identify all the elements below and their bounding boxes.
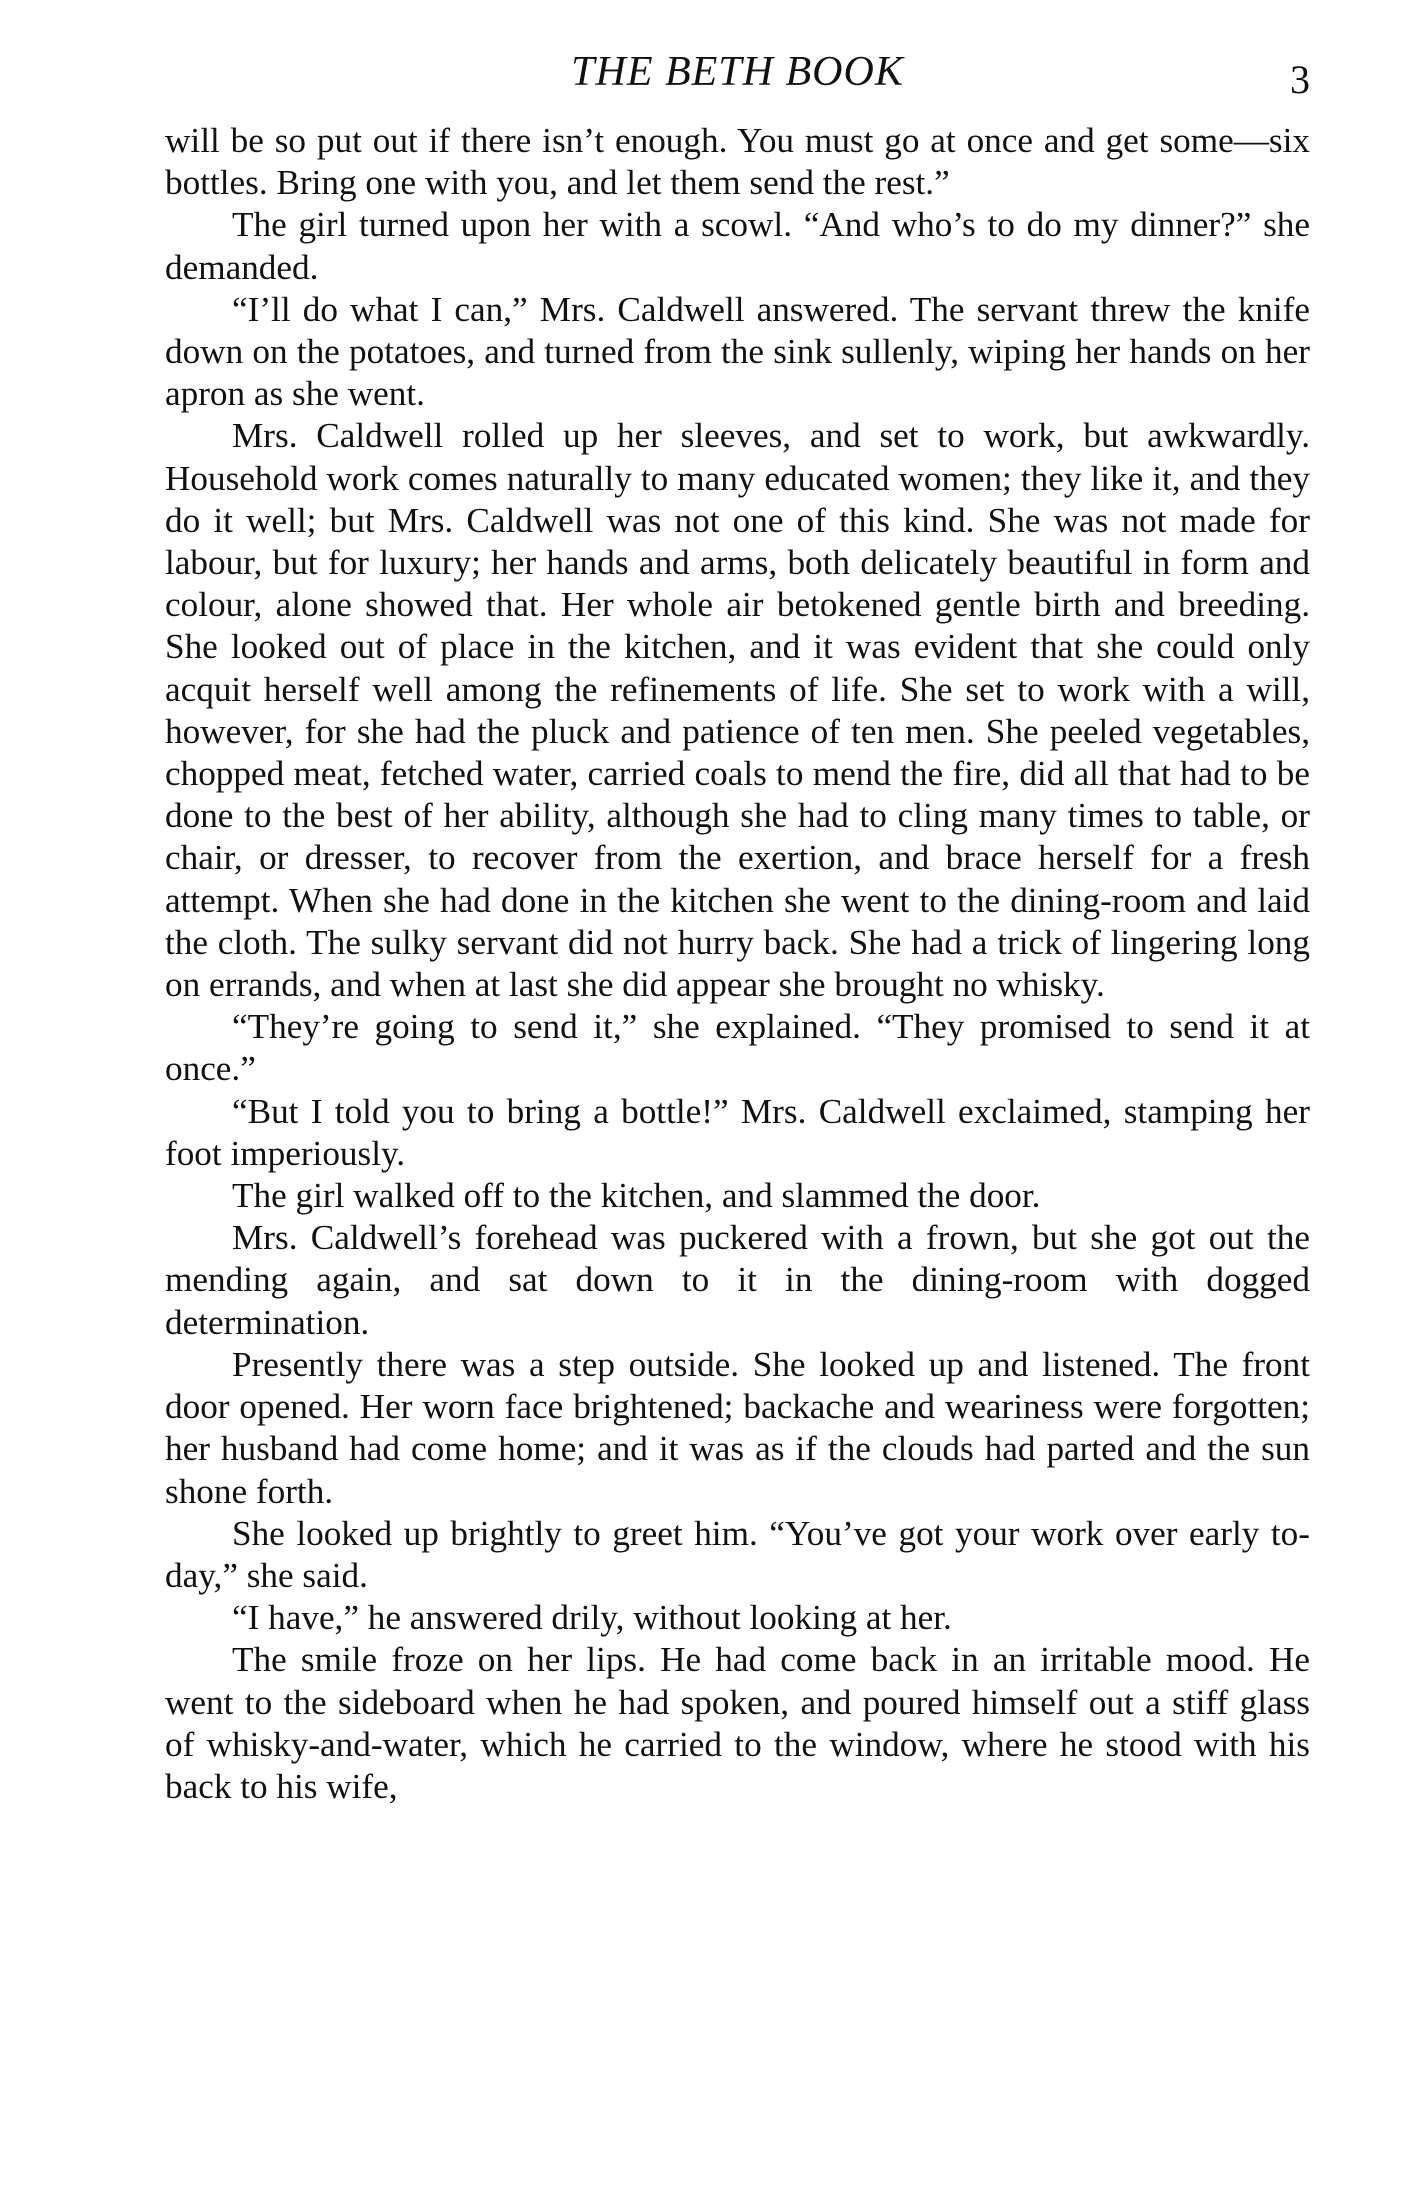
paragraph: “They’re going to send it,” she explained. “They promised to send it at once.”: [165, 1007, 1310, 1089]
running-title: THE BETH BOOK: [571, 49, 904, 95]
running-head: [165, 48, 1310, 108]
paragraph: Presently there was a step outside. She looked up and listened. The front door opened. Her worn face brightened; backache and weariness were forgotten; her husband had come home; and it was as if the clouds had parted and the sun shone forth.: [165, 1344, 1310, 1511]
page-number: 3: [1290, 57, 1310, 102]
paragraph: The girl walked off to the kitchen, and slammed the door.: [232, 1176, 1041, 1216]
paragraph: “I’ll do what I can,” Mrs. Caldwell answered. The servant threw the knife down on the potatoes, and turned from the sink sullenly, wiping her hands on her apron as she went.: [165, 289, 1310, 414]
paragraph: “I have,” he answered drily, without looking at her.: [232, 1598, 952, 1638]
body-text: [165, 120, 1310, 1808]
paragraph: The smile froze on her lips. He had come back in an irritable mood. He went to the sideboard when he had spoken, and poured himself out a stiff glass of whisky-and-water, which he carried to the window, where he stood with his back to his wife,: [165, 1640, 1310, 1806]
paragraph: Mrs. Caldwell rolled up her sleeves, and set to work, but awkwardly. Household work comes naturally to many educated women; they like it, and they do it well; but Mrs. Caldwell was not one of this kind. She was not made for labour, but for luxury; her hands and arms, both delicately beautiful in form and colour, alone showed that. Her whole air betokened gentle birth and breeding. She looked out of place in the kitchen, and it was evident that she could only acquit herself well among the refinements of life. She set to work with a will, however, for she had the pluck and patience of ten men. She peeled vegetables, chopped meat, fetched water, carried coals to mend the fire, did all that had to be done to the best of her ability, although she had to cling many times to table, or chair, or dresser, to recover from the exertion, and brace herself for a fresh attempt. When she had done in the kitchen she went to the dining-room and laid the cloth. The sulky servant did not hurry back. She had a trick of lingering long on errands, and when at last she did appear she brought no whisky.: [165, 416, 1310, 1005]
paragraph: The girl turned upon her with a scowl. “And who’s to do my dinner?” she demanded.: [165, 205, 1310, 287]
paragraph: “But I told you to bring a bottle!” Mrs. Caldwell exclaimed, stamping her foot imperiously.: [165, 1091, 1310, 1173]
paragraph: She looked up brightly to greet him. “You’ve got your work over early to-day,” she said.: [165, 1513, 1310, 1595]
paragraph: will be so put out if there isn’t enough. You must go at once and get some—six bottles. Bring one with you, and let them send the rest.”: [165, 121, 1310, 203]
paragraph: Mrs. Caldwell’s forehead was puckered with a frown, but she got out the mending again, and sat down to it in the dining-room with dogged determination.: [165, 1218, 1310, 1342]
